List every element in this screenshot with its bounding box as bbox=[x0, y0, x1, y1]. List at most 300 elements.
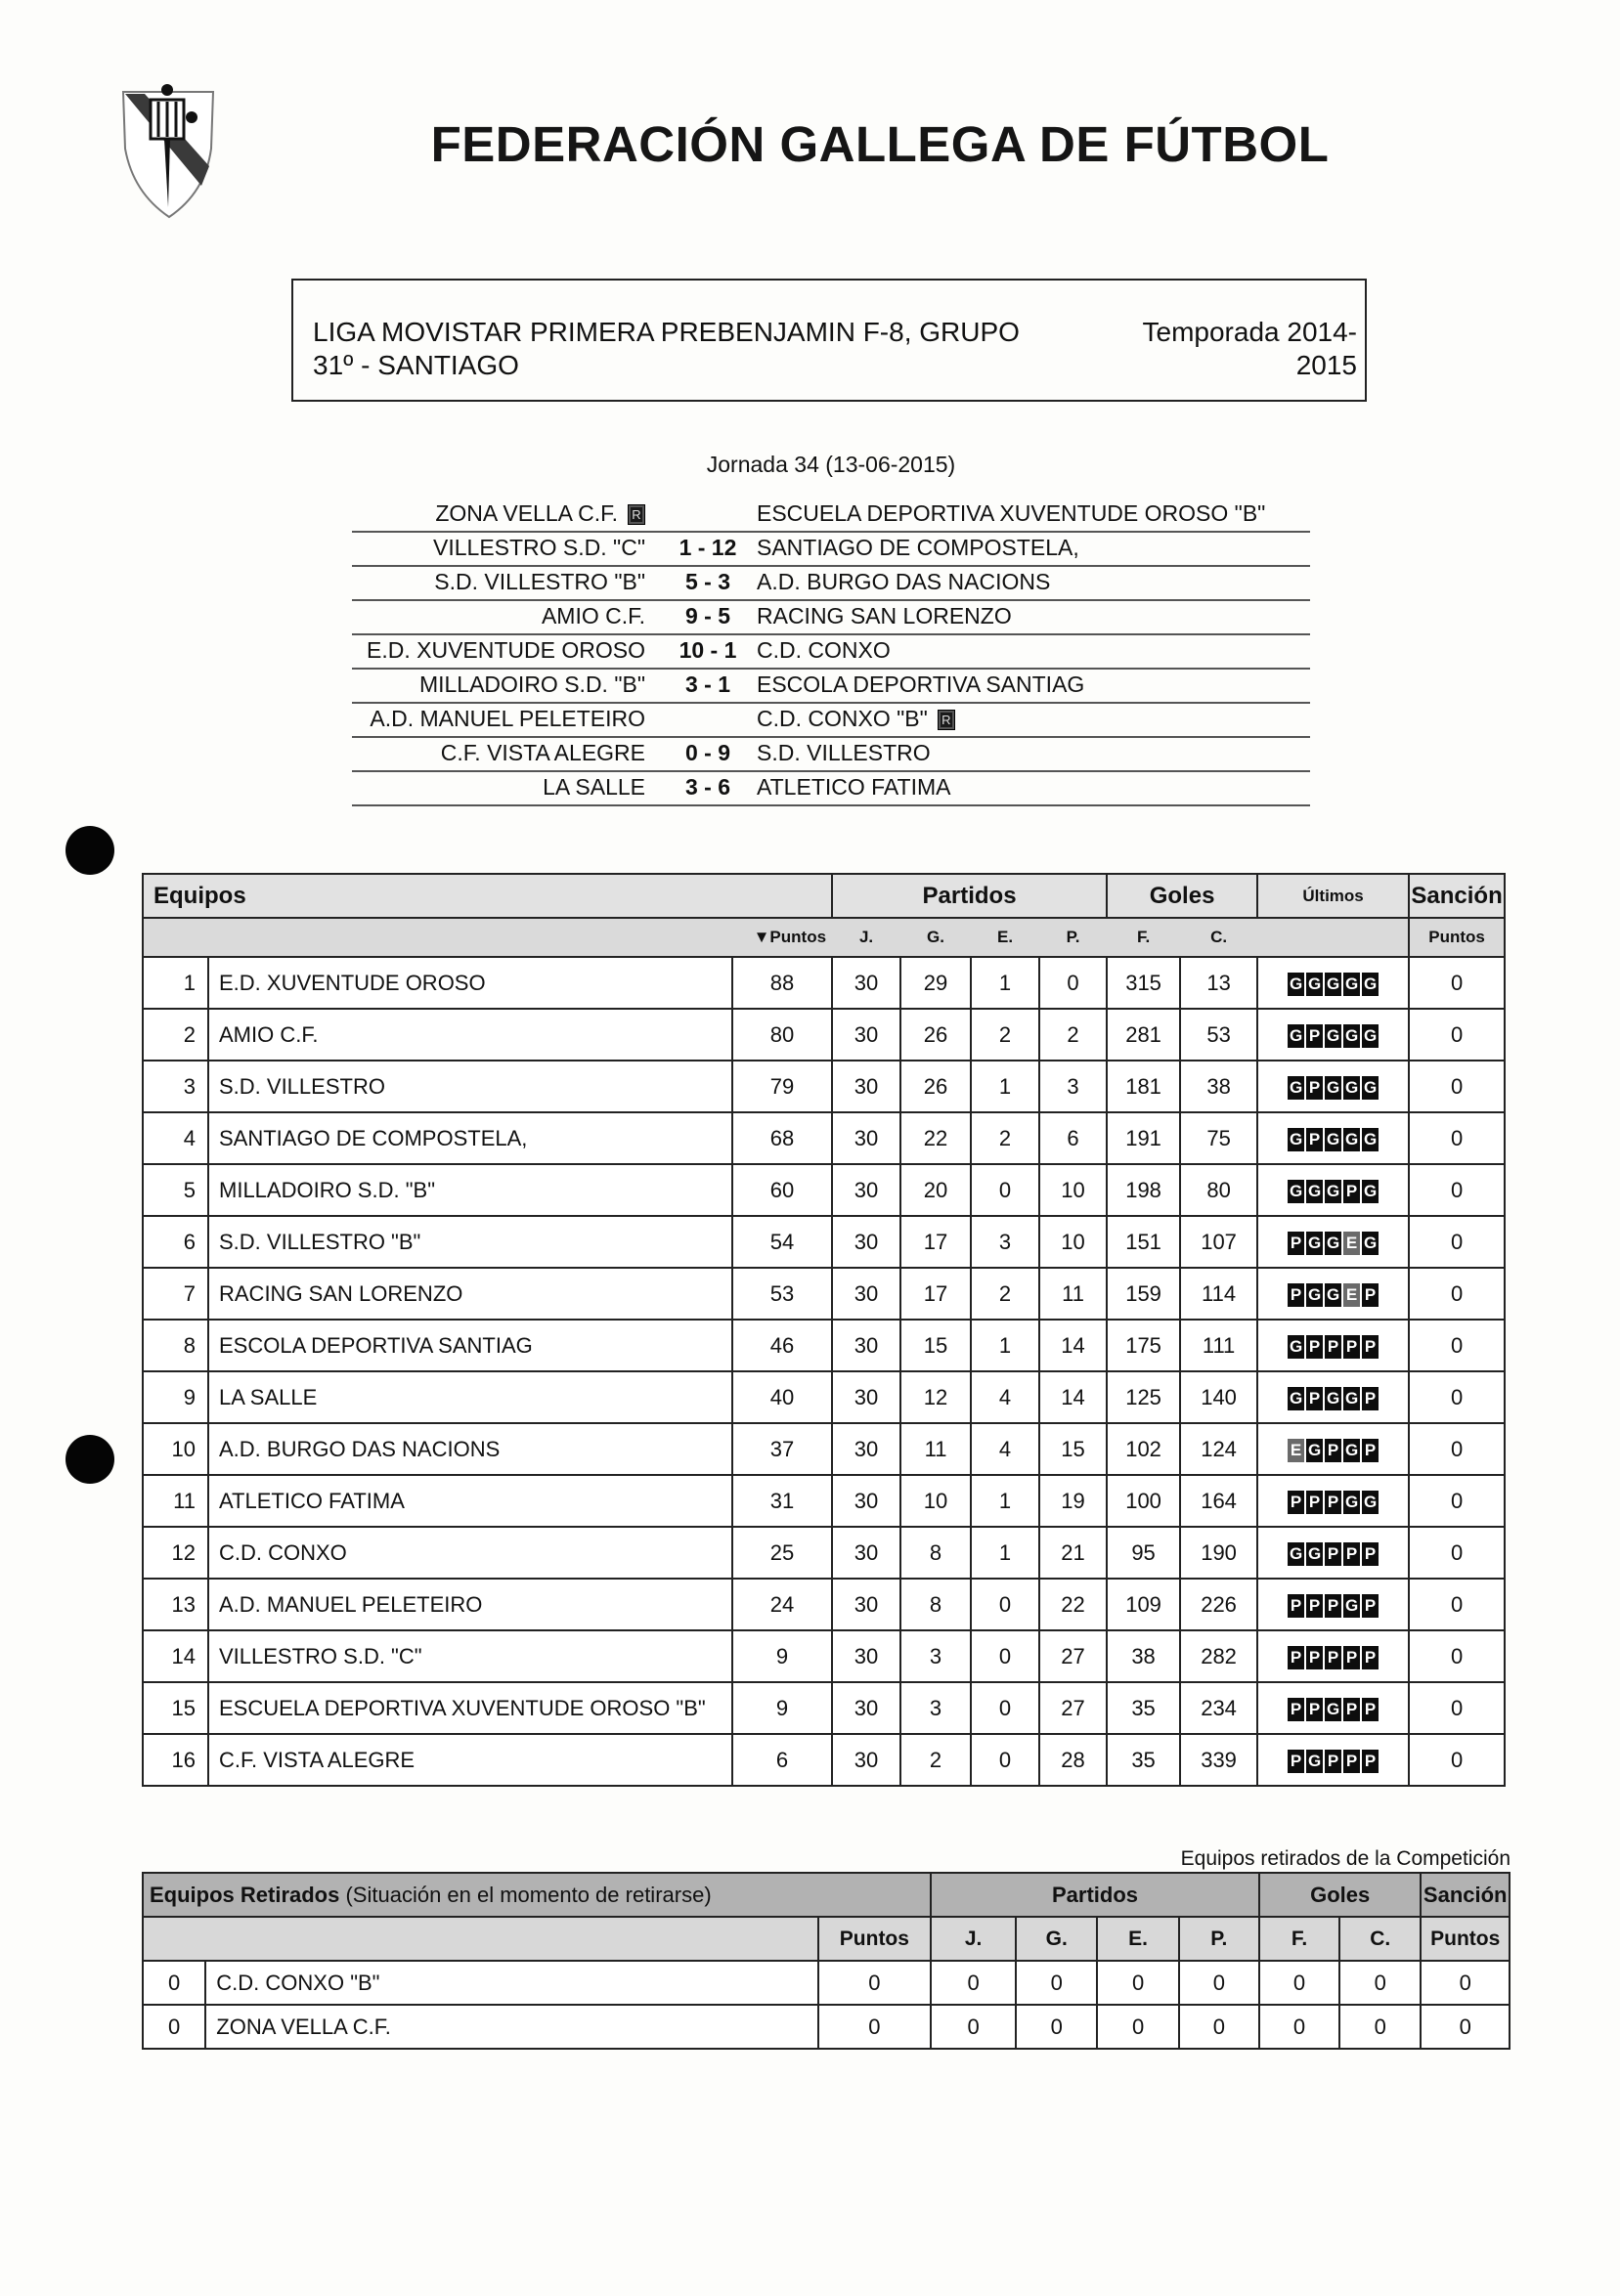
cell-c: 53 bbox=[1180, 1009, 1257, 1061]
result-badge-p: P bbox=[1306, 1076, 1323, 1100]
cell-team: VILLESTRO S.D. "C" bbox=[208, 1630, 732, 1682]
cell-g: 3 bbox=[900, 1682, 971, 1734]
result-badge-p: P bbox=[1306, 1335, 1323, 1359]
result-badge-p: P bbox=[1288, 1594, 1304, 1618]
page-title: FEDERACIÓN GALLEGA DE FÚTBOL bbox=[430, 116, 1330, 172]
cell-team: SANTIAGO DE COMPOSTELA, bbox=[208, 1112, 732, 1164]
retired-header-blank bbox=[143, 1917, 818, 1961]
result-badge-g: G bbox=[1325, 1387, 1341, 1410]
cell-team: AMIO C.F. bbox=[208, 1009, 732, 1061]
standings-row bbox=[143, 1682, 1505, 1734]
cell-f: 191 bbox=[1107, 1112, 1180, 1164]
standings-row bbox=[143, 1320, 1505, 1371]
recent-results bbox=[1257, 1475, 1409, 1527]
retired-header-partidos: Partidos bbox=[931, 1873, 1259, 1917]
result-badge-p: P bbox=[1362, 1283, 1379, 1307]
cell-e: 2 bbox=[971, 1112, 1039, 1164]
result-badge-g: G bbox=[1288, 1024, 1304, 1048]
header-ultimos-blank bbox=[1257, 918, 1409, 957]
result-badge-p: P bbox=[1362, 1542, 1379, 1566]
result-badge-g: G bbox=[1362, 973, 1379, 996]
retired-row bbox=[143, 1961, 1510, 2005]
match-row bbox=[352, 565, 1310, 601]
match-away-team: C.D. CONXO "B" R bbox=[757, 702, 1314, 736]
header-blank bbox=[143, 918, 732, 957]
result-badge-p: P bbox=[1325, 1542, 1341, 1566]
cell-pts: 88 bbox=[732, 957, 832, 1009]
match-row bbox=[352, 770, 1310, 806]
cell-j: 30 bbox=[832, 1682, 900, 1734]
cell-j: 30 bbox=[832, 1630, 900, 1682]
cell-e: 0 bbox=[1097, 2005, 1178, 2049]
result-badge-p: P bbox=[1343, 1750, 1360, 1773]
match-home-team: ZONA VELLA C.F. R bbox=[352, 497, 645, 531]
cell-f: 0 bbox=[1259, 1961, 1339, 2005]
standings-row bbox=[143, 1061, 1505, 1112]
retired-header-row-1 bbox=[143, 1873, 1510, 1917]
cell-g: 26 bbox=[900, 1009, 971, 1061]
cell-j: 30 bbox=[832, 1475, 900, 1527]
cell-pts: 9 bbox=[732, 1682, 832, 1734]
cell-team: A.D. MANUEL PELETEIRO bbox=[208, 1579, 732, 1630]
cell-team: C.D. CONXO bbox=[208, 1527, 732, 1579]
cell-f: 38 bbox=[1107, 1630, 1180, 1682]
competition-season: Temporada 2014-2015 bbox=[1142, 317, 1357, 380]
standings-row bbox=[143, 1009, 1505, 1061]
retired-header-puntos: Puntos bbox=[818, 1917, 932, 1961]
cell-c: 107 bbox=[1180, 1216, 1257, 1268]
result-badge-g: G bbox=[1325, 1128, 1341, 1151]
cell-j: 30 bbox=[832, 1268, 900, 1320]
cell-c: 234 bbox=[1180, 1682, 1257, 1734]
result-badge-p: P bbox=[1306, 1491, 1323, 1514]
standings-header-row-2 bbox=[143, 918, 1505, 957]
cell-c: 75 bbox=[1180, 1112, 1257, 1164]
cell-pos: 4 bbox=[143, 1112, 208, 1164]
recent-results bbox=[1257, 1527, 1409, 1579]
result-badge-g: G bbox=[1306, 973, 1323, 996]
cell-p: 21 bbox=[1039, 1527, 1107, 1579]
retired-header-title: Equipos Retirados (Situación en el momento de retirarse) bbox=[143, 1873, 931, 1917]
result-badge-p: P bbox=[1288, 1283, 1304, 1307]
cell-sancion: 0 bbox=[1409, 1579, 1505, 1630]
retired-caption: Equipos retirados de la Competición bbox=[1180, 1847, 1511, 1870]
cell-p: 2 bbox=[1039, 1009, 1107, 1061]
result-badge-g: G bbox=[1343, 1491, 1360, 1514]
cell-f: 102 bbox=[1107, 1423, 1180, 1475]
cell-sancion: 0 bbox=[1409, 1009, 1505, 1061]
cell-f: 35 bbox=[1107, 1682, 1180, 1734]
result-badge-e: E bbox=[1288, 1439, 1304, 1462]
match-away-team: ATLETICO FATIMA bbox=[757, 774, 951, 800]
match-score: 5 - 3 bbox=[684, 569, 731, 594]
cell-f: 175 bbox=[1107, 1320, 1180, 1371]
result-badge-p: P bbox=[1325, 1439, 1341, 1462]
result-badge-e: E bbox=[1343, 1232, 1360, 1255]
retired-row bbox=[143, 2005, 1510, 2049]
cell-f: 281 bbox=[1107, 1009, 1180, 1061]
cell-g: 22 bbox=[900, 1112, 971, 1164]
cell-pos: 15 bbox=[143, 1682, 208, 1734]
cell-f: 95 bbox=[1107, 1527, 1180, 1579]
cell-pos: 9 bbox=[143, 1371, 208, 1423]
header-e: E. bbox=[971, 918, 1039, 957]
cell-e: 3 bbox=[971, 1216, 1039, 1268]
cell-sancion: 0 bbox=[1409, 1734, 1505, 1786]
standings-row bbox=[143, 1734, 1505, 1786]
cell-pts: 9 bbox=[732, 1630, 832, 1682]
result-badge-g: G bbox=[1288, 973, 1304, 996]
cell-pts: 24 bbox=[732, 1579, 832, 1630]
cell-p: 11 bbox=[1039, 1268, 1107, 1320]
cell-pts: 25 bbox=[732, 1527, 832, 1579]
cell-pts: 80 bbox=[732, 1009, 832, 1061]
cell-p: 0 bbox=[1179, 1961, 1259, 2005]
cell-p: 19 bbox=[1039, 1475, 1107, 1527]
result-badge-g: G bbox=[1343, 1439, 1360, 1462]
cell-c: 0 bbox=[1339, 1961, 1421, 2005]
cell-c: 124 bbox=[1180, 1423, 1257, 1475]
cell-sancion: 0 bbox=[1409, 1527, 1505, 1579]
cell-e: 0 bbox=[971, 1630, 1039, 1682]
standings-row bbox=[143, 1527, 1505, 1579]
retired-badge-icon: R bbox=[938, 710, 955, 730]
cell-e: 4 bbox=[971, 1423, 1039, 1475]
cell-sancion: 0 bbox=[1409, 1682, 1505, 1734]
cell-j: 30 bbox=[832, 1423, 900, 1475]
cell-c: 38 bbox=[1180, 1061, 1257, 1112]
result-badge-e: E bbox=[1343, 1283, 1360, 1307]
result-badge-g: G bbox=[1325, 1024, 1341, 1048]
result-badge-g: G bbox=[1288, 1180, 1304, 1203]
cell-f: 100 bbox=[1107, 1475, 1180, 1527]
cell-pos: 8 bbox=[143, 1320, 208, 1371]
match-score: 3 - 6 bbox=[684, 774, 731, 800]
retired-header-g: G. bbox=[1016, 1917, 1097, 1961]
result-badge-g: G bbox=[1343, 1076, 1360, 1100]
cell-pos: 16 bbox=[143, 1734, 208, 1786]
header-g: G. bbox=[900, 918, 971, 957]
result-badge-g: G bbox=[1362, 1128, 1379, 1151]
match-home-team: LA SALLE bbox=[543, 774, 645, 800]
result-badge-p: P bbox=[1362, 1646, 1379, 1669]
retired-header-row-2 bbox=[143, 1917, 1510, 1961]
cell-j: 0 bbox=[931, 1961, 1016, 2005]
cell-j: 30 bbox=[832, 1112, 900, 1164]
recent-results bbox=[1257, 1112, 1409, 1164]
header-sancion-puntos: Puntos bbox=[1409, 918, 1505, 957]
cell-c: 140 bbox=[1180, 1371, 1257, 1423]
cell-g: 17 bbox=[900, 1216, 971, 1268]
standings-row bbox=[143, 1268, 1505, 1320]
recent-results bbox=[1257, 1579, 1409, 1630]
cell-pos: 13 bbox=[143, 1579, 208, 1630]
result-badge-p: P bbox=[1288, 1232, 1304, 1255]
result-badge-p: P bbox=[1362, 1439, 1379, 1462]
cell-f: 181 bbox=[1107, 1061, 1180, 1112]
result-badge-p: P bbox=[1343, 1335, 1360, 1359]
result-badge-g: G bbox=[1362, 1076, 1379, 1100]
standings-row bbox=[143, 1371, 1505, 1423]
match-away-team: S.D. VILLESTRO bbox=[757, 740, 931, 765]
match-row bbox=[352, 531, 1310, 567]
cell-pos: 11 bbox=[143, 1475, 208, 1527]
retired-header-c: C. bbox=[1339, 1917, 1421, 1961]
cell-sancion: 0 bbox=[1421, 1961, 1510, 2005]
result-badge-g: G bbox=[1343, 1387, 1360, 1410]
retired-header-sancion: Sanción bbox=[1421, 1873, 1510, 1917]
cell-p: 28 bbox=[1039, 1734, 1107, 1786]
cell-c: 190 bbox=[1180, 1527, 1257, 1579]
header-j: J. bbox=[832, 918, 900, 957]
sort-desc-icon: ▼ bbox=[753, 928, 770, 946]
result-badge-p: P bbox=[1306, 1594, 1323, 1618]
cell-g: 11 bbox=[900, 1423, 971, 1475]
cell-team: S.D. VILLESTRO "B" bbox=[208, 1216, 732, 1268]
result-badge-p: P bbox=[1362, 1594, 1379, 1618]
cell-team: LA SALLE bbox=[208, 1371, 732, 1423]
retired-header-goles: Goles bbox=[1259, 1873, 1422, 1917]
cell-c: 0 bbox=[1339, 2005, 1421, 2049]
result-badge-p: P bbox=[1325, 1750, 1341, 1773]
cell-pos: 3 bbox=[143, 1061, 208, 1112]
cell-p: 0 bbox=[1179, 2005, 1259, 2049]
cell-p: 15 bbox=[1039, 1423, 1107, 1475]
recent-results bbox=[1257, 1268, 1409, 1320]
cell-e: 2 bbox=[971, 1009, 1039, 1061]
result-badge-g: G bbox=[1306, 1232, 1323, 1255]
match-score: 0 - 9 bbox=[684, 740, 731, 765]
result-badge-p: P bbox=[1325, 1646, 1341, 1669]
match-home-team: A.D. MANUEL PELETEIRO bbox=[370, 706, 645, 731]
hole-punch-bottom bbox=[66, 1435, 114, 1484]
cell-f: 0 bbox=[1259, 2005, 1339, 2049]
match-score: 9 - 5 bbox=[684, 603, 731, 628]
cell-team: ZONA VELLA C.F. bbox=[205, 2005, 817, 2049]
cell-pos: 14 bbox=[143, 1630, 208, 1682]
cell-pos: 0 bbox=[143, 1961, 205, 2005]
cell-team: E.D. XUVENTUDE OROSO bbox=[208, 957, 732, 1009]
cell-e: 0 bbox=[971, 1734, 1039, 1786]
cell-pts: 0 bbox=[818, 1961, 932, 2005]
result-badge-g: G bbox=[1343, 1128, 1360, 1151]
cell-pts: 79 bbox=[732, 1061, 832, 1112]
result-badge-g: G bbox=[1325, 1232, 1341, 1255]
cell-e: 2 bbox=[971, 1268, 1039, 1320]
retired-header-p: P. bbox=[1179, 1917, 1259, 1961]
recent-results bbox=[1257, 1164, 1409, 1216]
match-away-team: ESCOLA DEPORTIVA SANTIAG bbox=[757, 671, 1085, 697]
cell-e: 1 bbox=[971, 1320, 1039, 1371]
cell-j: 30 bbox=[832, 1164, 900, 1216]
cell-f: 125 bbox=[1107, 1371, 1180, 1423]
result-badge-p: P bbox=[1362, 1387, 1379, 1410]
cell-c: 164 bbox=[1180, 1475, 1257, 1527]
standings-row bbox=[143, 1630, 1505, 1682]
header-puntos[interactable]: ▼Puntos bbox=[732, 918, 832, 957]
retired-badge-icon: R bbox=[628, 504, 645, 525]
standings-row bbox=[143, 1579, 1505, 1630]
result-badge-p: P bbox=[1343, 1542, 1360, 1566]
cell-g: 0 bbox=[1016, 1961, 1097, 2005]
recent-results bbox=[1257, 1734, 1409, 1786]
header-goles: Goles bbox=[1107, 874, 1257, 918]
cell-f: 198 bbox=[1107, 1164, 1180, 1216]
cell-g: 3 bbox=[900, 1630, 971, 1682]
standings-row bbox=[143, 1164, 1505, 1216]
cell-team: RACING SAN LORENZO bbox=[208, 1268, 732, 1320]
cell-team: C.D. CONXO "B" bbox=[205, 1961, 817, 2005]
result-badge-g: G bbox=[1306, 1750, 1323, 1773]
result-badge-g: G bbox=[1288, 1542, 1304, 1566]
match-score: 1 - 12 bbox=[679, 535, 737, 560]
cell-pos: 7 bbox=[143, 1268, 208, 1320]
result-badge-g: G bbox=[1325, 1698, 1341, 1721]
result-badge-p: P bbox=[1288, 1646, 1304, 1669]
cell-pos: 10 bbox=[143, 1423, 208, 1475]
cell-pos: 12 bbox=[143, 1527, 208, 1579]
recent-results bbox=[1257, 1682, 1409, 1734]
match-away-team: SANTIAGO DE COMPOSTELA, bbox=[757, 535, 1079, 560]
cell-pts: 60 bbox=[732, 1164, 832, 1216]
cell-team: A.D. BURGO DAS NACIONS bbox=[208, 1423, 732, 1475]
retired-header-sancion-puntos: Puntos bbox=[1421, 1917, 1510, 1961]
result-badge-p: P bbox=[1288, 1698, 1304, 1721]
result-badge-g: G bbox=[1343, 1024, 1360, 1048]
result-badge-p: P bbox=[1306, 1024, 1323, 1048]
cell-j: 30 bbox=[832, 1216, 900, 1268]
cell-pts: 46 bbox=[732, 1320, 832, 1371]
cell-j: 30 bbox=[832, 1320, 900, 1371]
cell-p: 14 bbox=[1039, 1371, 1107, 1423]
cell-pos: 5 bbox=[143, 1164, 208, 1216]
cell-pts: 6 bbox=[732, 1734, 832, 1786]
header-c: C. bbox=[1180, 918, 1257, 957]
cell-f: 315 bbox=[1107, 957, 1180, 1009]
cell-g: 2 bbox=[900, 1734, 971, 1786]
result-badge-p: P bbox=[1325, 1594, 1341, 1618]
match-home-team: E.D. XUVENTUDE OROSO bbox=[367, 637, 645, 663]
cell-sancion: 0 bbox=[1409, 1475, 1505, 1527]
result-badge-p: P bbox=[1325, 1491, 1341, 1514]
cell-pts: 0 bbox=[818, 2005, 932, 2049]
standings-table bbox=[142, 873, 1506, 1787]
cell-g: 8 bbox=[900, 1527, 971, 1579]
cell-p: 10 bbox=[1039, 1164, 1107, 1216]
cell-pts: 54 bbox=[732, 1216, 832, 1268]
result-badge-g: G bbox=[1306, 1180, 1323, 1203]
match-away-team: ESCUELA DEPORTIVA XUVENTUDE OROSO "B" bbox=[757, 500, 1266, 526]
recent-results bbox=[1257, 1371, 1409, 1423]
cell-sancion: 0 bbox=[1409, 1371, 1505, 1423]
match-row bbox=[352, 702, 1310, 738]
cell-e: 0 bbox=[1097, 1961, 1178, 2005]
cell-c: 80 bbox=[1180, 1164, 1257, 1216]
cell-e: 0 bbox=[971, 1164, 1039, 1216]
cell-g: 12 bbox=[900, 1371, 971, 1423]
result-badge-g: G bbox=[1288, 1387, 1304, 1410]
result-badge-g: G bbox=[1343, 973, 1360, 996]
cell-sancion: 0 bbox=[1409, 1268, 1505, 1320]
cell-e: 0 bbox=[971, 1579, 1039, 1630]
cell-e: 1 bbox=[971, 957, 1039, 1009]
cell-j: 30 bbox=[832, 1579, 900, 1630]
match-home-team: MILLADOIRO S.D. "B" bbox=[418, 671, 645, 697]
cell-e: 1 bbox=[971, 1061, 1039, 1112]
cell-e: 1 bbox=[971, 1475, 1039, 1527]
cell-g: 10 bbox=[900, 1475, 971, 1527]
cell-pts: 53 bbox=[732, 1268, 832, 1320]
cell-c: 111 bbox=[1180, 1320, 1257, 1371]
cell-p: 0 bbox=[1039, 957, 1107, 1009]
standings-row bbox=[143, 1216, 1505, 1268]
cell-pts: 68 bbox=[732, 1112, 832, 1164]
cell-c: 13 bbox=[1180, 957, 1257, 1009]
cell-team: ATLETICO FATIMA bbox=[208, 1475, 732, 1527]
cell-team: ESCUELA DEPORTIVA XUVENTUDE OROSO "B" bbox=[208, 1682, 732, 1734]
match-away-team: A.D. BURGO DAS NACIONS bbox=[757, 569, 1051, 594]
match-row bbox=[352, 668, 1310, 704]
result-badge-p: P bbox=[1288, 1491, 1304, 1514]
cell-g: 20 bbox=[900, 1164, 971, 1216]
competition-box bbox=[291, 279, 1367, 402]
cell-sancion: 0 bbox=[1409, 1320, 1505, 1371]
recent-results bbox=[1257, 957, 1409, 1009]
retired-header-f: F. bbox=[1259, 1917, 1339, 1961]
header-sancion: Sanción bbox=[1409, 874, 1505, 918]
cell-g: 0 bbox=[1016, 2005, 1097, 2049]
competition-name: LIGA MOVISTAR PRIMERA PREBENJAMIN F-8, GRUPO 31º - SANTIAGO bbox=[313, 317, 1020, 380]
standings-row bbox=[143, 1423, 1505, 1475]
result-badge-g: G bbox=[1306, 1283, 1323, 1307]
cell-f: 109 bbox=[1107, 1579, 1180, 1630]
result-badge-g: G bbox=[1306, 1542, 1323, 1566]
cell-g: 8 bbox=[900, 1579, 971, 1630]
result-badge-g: G bbox=[1325, 1076, 1341, 1100]
result-badge-g: G bbox=[1325, 973, 1341, 996]
result-badge-g: G bbox=[1325, 1283, 1341, 1307]
hole-punch-top bbox=[66, 826, 114, 875]
result-badge-p: P bbox=[1288, 1750, 1304, 1773]
cell-sancion: 0 bbox=[1421, 2005, 1510, 2049]
recent-results bbox=[1257, 1216, 1409, 1268]
cell-sancion: 0 bbox=[1409, 957, 1505, 1009]
recent-results bbox=[1257, 1630, 1409, 1682]
cell-sancion: 0 bbox=[1409, 1164, 1505, 1216]
match-score: 3 - 1 bbox=[684, 671, 731, 697]
cell-p: 14 bbox=[1039, 1320, 1107, 1371]
match-home-team: S.D. VILLESTRO "B" bbox=[434, 569, 645, 594]
match-home-team: VILLESTRO S.D. "C" bbox=[433, 535, 645, 560]
standings-row bbox=[143, 1112, 1505, 1164]
result-badge-p: P bbox=[1343, 1646, 1360, 1669]
header-f: F. bbox=[1107, 918, 1180, 957]
header-partidos: Partidos bbox=[832, 874, 1107, 918]
cell-g: 15 bbox=[900, 1320, 971, 1371]
result-badge-p: P bbox=[1306, 1698, 1323, 1721]
cell-e: 0 bbox=[971, 1682, 1039, 1734]
recent-results bbox=[1257, 1423, 1409, 1475]
cell-p: 6 bbox=[1039, 1112, 1107, 1164]
retired-header-j: J. bbox=[931, 1917, 1016, 1961]
result-badge-p: P bbox=[1306, 1128, 1323, 1151]
recent-results bbox=[1257, 1320, 1409, 1371]
cell-c: 226 bbox=[1180, 1579, 1257, 1630]
match-home-team: C.F. VISTA ALEGRE bbox=[440, 740, 645, 765]
cell-g: 26 bbox=[900, 1061, 971, 1112]
cell-team: S.D. VILLESTRO bbox=[208, 1061, 732, 1112]
match-home-team: AMIO C.F. bbox=[541, 603, 645, 628]
